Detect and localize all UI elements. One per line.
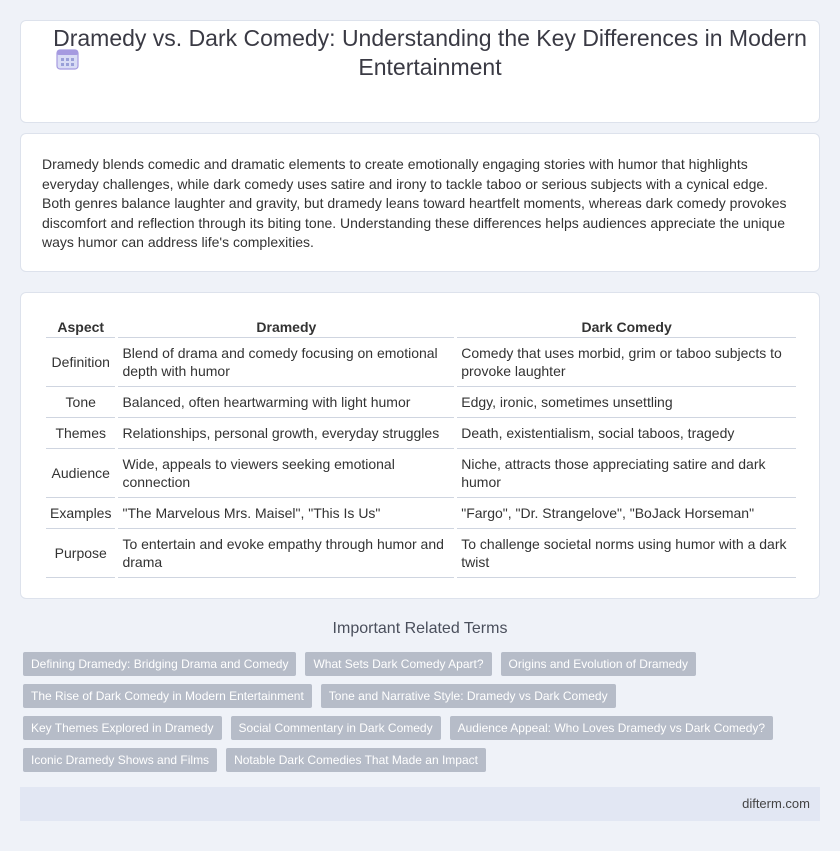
page-title: Dramedy vs. Dark Comedy: Understanding the Key Differences in Modern Entertainment xyxy=(53,25,807,80)
row-dark-comedy: "Fargo", "Dr. Strangelove", "BoJack Horseman" xyxy=(457,498,796,529)
row-aspect: Examples xyxy=(46,498,115,529)
related-term-tag[interactable]: Origins and Evolution of Dramedy xyxy=(501,652,696,676)
row-aspect: Themes xyxy=(46,418,115,449)
header-aspect: Aspect xyxy=(46,316,115,338)
row-dramedy: "The Marvelous Mrs. Maisel", "This Is Us" xyxy=(118,498,454,529)
row-dramedy: Relationships, personal growth, everyday struggles xyxy=(118,418,454,449)
comparison-card xyxy=(20,292,820,599)
related-term-tag[interactable]: The Rise of Dark Comedy in Modern Entertainment xyxy=(23,684,312,708)
related-term-tag[interactable]: Social Commentary in Dark Comedy xyxy=(231,716,441,740)
related-term-tag[interactable]: Tone and Narrative Style: Dramedy vs Dark Comedy xyxy=(321,684,616,708)
row-aspect: Tone xyxy=(46,387,115,418)
row-dark-comedy: To challenge societal norms using humor with a dark twist xyxy=(457,529,796,578)
footer-site-link[interactable]: difterm.com xyxy=(742,796,810,811)
related-term-tag[interactable]: Key Themes Explored in Dramedy xyxy=(23,716,222,740)
page-title-wrap xyxy=(40,24,820,82)
row-dramedy: Blend of drama and comedy focusing on emotional depth with humor xyxy=(118,338,454,387)
row-aspect: Definition xyxy=(46,338,115,387)
intro-text: Dramedy blends comedic and dramatic elements to create emotionally engaging stories with humor that highlights everyday challenges, while dark comedy uses satire and irony to tackle taboo or serious subjects with a cynical edge. Both genres balance laughter and gravity, but dramedy leans toward heartfelt moments, whereas dark comedy provokes discomfort and reflection through its biting tone. Understanding these differences helps audiences appreciate the unique ways humor can address life's complexities. xyxy=(42,156,787,251)
row-dark-comedy: Niche, attracts those appreciating satire and dark humor xyxy=(457,449,796,498)
related-term-tag[interactable]: Iconic Dramedy Shows and Films xyxy=(23,748,217,772)
related-term-tag[interactable]: Defining Dramedy: Bridging Drama and Comedy xyxy=(23,652,296,676)
row-dark-comedy: Death, existentialism, social taboos, tragedy xyxy=(457,418,796,449)
row-aspect: Audience xyxy=(46,449,115,498)
footer xyxy=(20,787,820,821)
row-dark-comedy: Edgy, ironic, sometimes unsettling xyxy=(457,387,796,418)
table-header-row xyxy=(46,316,796,338)
related-terms-list xyxy=(22,652,822,780)
table-row xyxy=(46,449,796,498)
related-terms-title: Important Related Terms xyxy=(332,620,508,637)
row-dark-comedy: Comedy that uses morbid, grim or taboo subjects to provoke laughter xyxy=(457,338,796,387)
header-dark-comedy: Dark Comedy xyxy=(457,316,796,338)
comparison-table xyxy=(43,316,799,578)
related-term-tag[interactable]: What Sets Dark Comedy Apart? xyxy=(305,652,491,676)
row-dramedy: To entertain and evoke empathy through humor and drama xyxy=(118,529,454,578)
intro-card xyxy=(20,133,820,272)
row-dramedy: Balanced, often heartwarming with light humor xyxy=(118,387,454,418)
row-dramedy: Wide, appeals to viewers seeking emotional connection xyxy=(118,449,454,498)
table-row xyxy=(46,338,796,387)
related-term-tag[interactable]: Audience Appeal: Who Loves Dramedy vs Dark Comedy? xyxy=(450,716,773,740)
table-row xyxy=(46,529,796,578)
header-dramedy: Dramedy xyxy=(118,316,454,338)
table-row xyxy=(46,418,796,449)
row-aspect: Purpose xyxy=(46,529,115,578)
table-row xyxy=(46,498,796,529)
related-term-tag[interactable]: Notable Dark Comedies That Made an Impact xyxy=(226,748,486,772)
table-row xyxy=(46,387,796,418)
